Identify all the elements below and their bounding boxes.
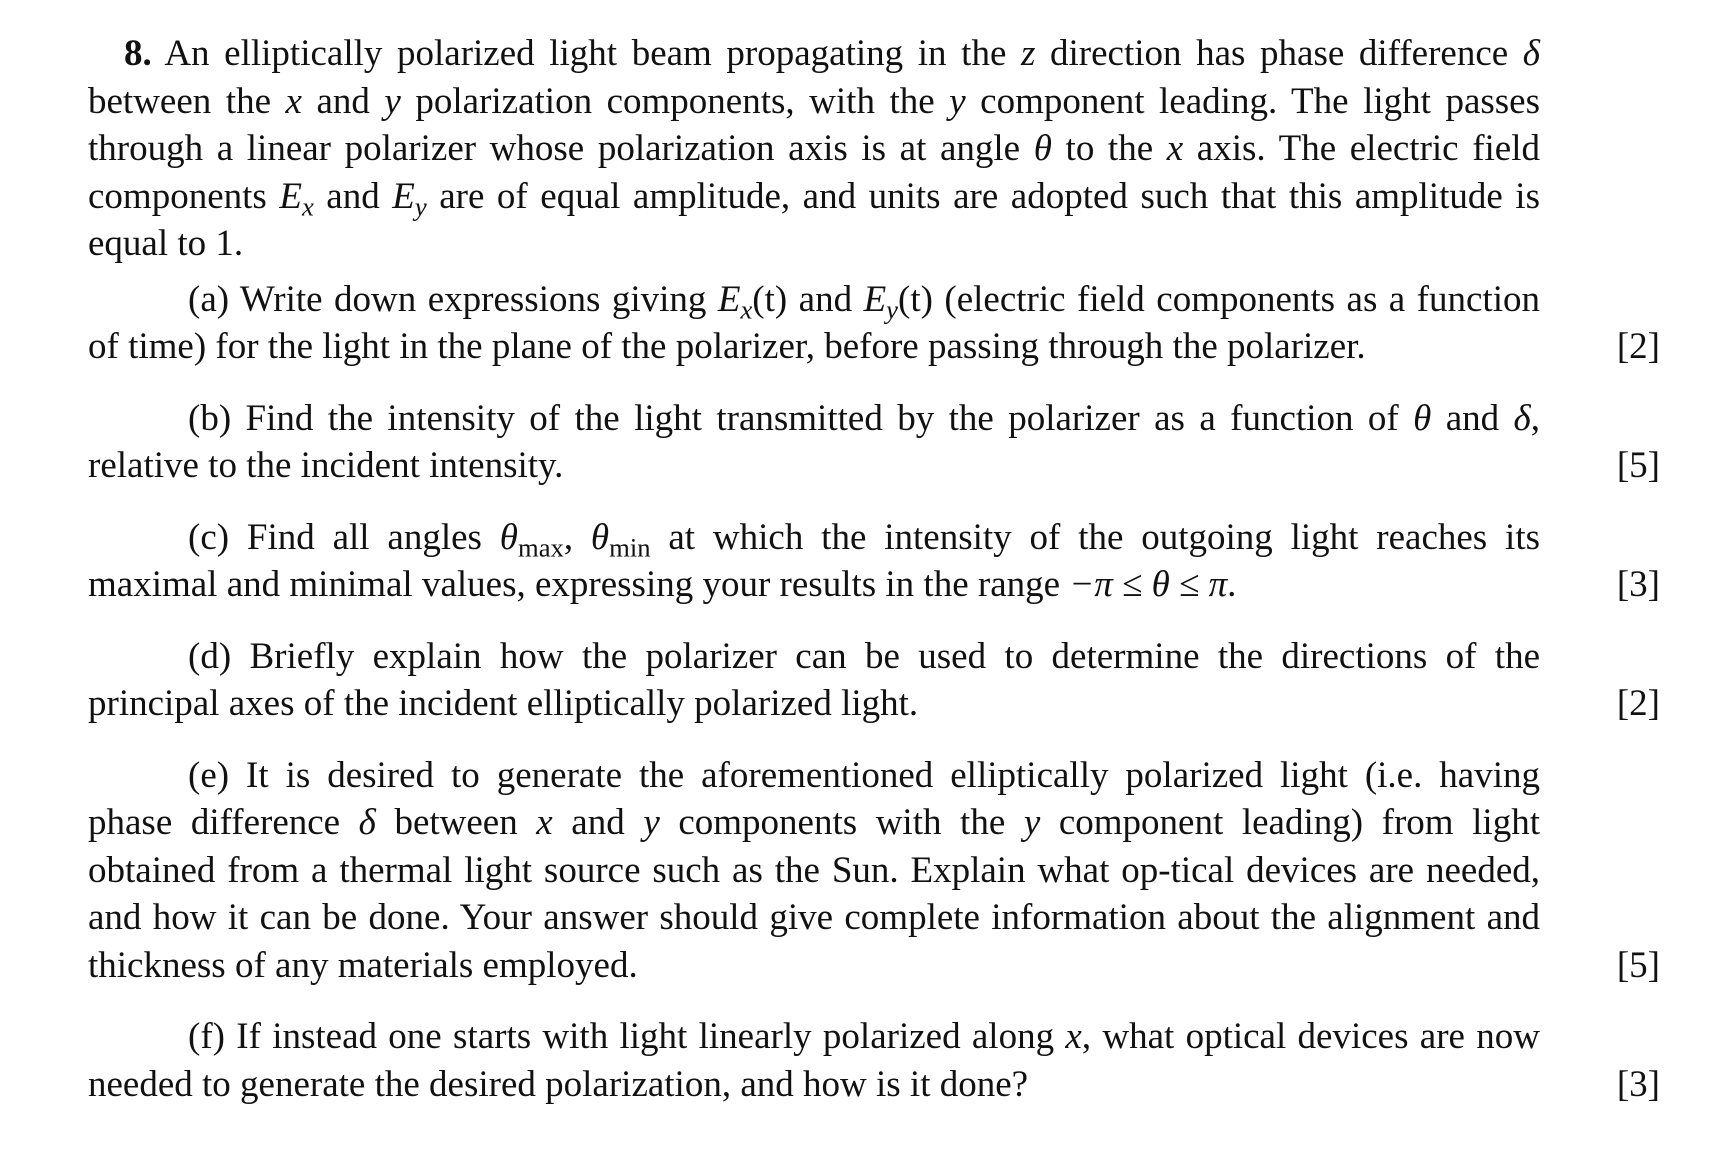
part-text: (c) Find all angles [188,516,500,558]
part-text: and [1431,397,1514,439]
part-text: at which the intensity of the outgoing light reaches its maximal and minimal values, expressing your results in the range [88,516,1540,605]
var-x: x [1065,1016,1082,1057]
var-delta: δ [1513,397,1531,439]
var-x: x [536,802,553,843]
part-a-text [88,276,1540,371]
part-e-text [88,752,1540,990]
var-theta: θ [499,516,518,558]
var-theta: θ [590,516,610,558]
subscript-min: min [609,531,651,562]
var-E: E [863,278,887,320]
subscript-y: y [886,293,898,324]
part-text: and [552,802,644,843]
question-intro [88,30,1540,268]
marks-badge: [5] [1616,445,1660,486]
intro-text: axis. The electric field components [88,128,1541,217]
var-y: y [949,80,966,122]
intro-text: polarization components, with the [400,80,950,122]
part-text: , what optical devices are now needed to generate the desired polarization, and how is it done? [88,1016,1540,1105]
marks-badge: [2] [1616,326,1660,367]
part-c-text [88,514,1540,609]
part-e [88,752,1660,990]
part-text: , relative to the incident intensity. [88,397,1540,486]
var-y: y [384,80,401,122]
question-number: 8. [124,33,152,74]
part-c [88,514,1660,609]
marks-badge: [2] [1616,683,1660,724]
part-d-text [88,633,1540,728]
part-text: (t) and [752,278,864,320]
marks-badge: [3] [1616,564,1660,605]
question-8 [88,30,1660,1108]
marks-badge: [5] [1616,944,1660,986]
part-b [88,395,1660,490]
part-text: (f) If instead one starts with light linearly polarized along [188,1016,1066,1057]
part-text: (d) Briefly explain how the polarizer can be used to determine the directions of the principal axes of the incident elliptically polarized light. [88,635,1540,724]
var-theta: θ [1033,128,1052,169]
part-f-text [88,1013,1540,1108]
part-text: (t) (electric field components as a function of time) for the light in the plane of the polarizer, before passing through the polarizer. [88,278,1540,367]
var-E: E [392,175,415,217]
part-text: , [563,516,591,558]
subscript-y: y [414,190,427,221]
var-x: x [1166,128,1184,169]
var-y: y [643,802,660,843]
intro-text: An elliptically polarized light beam propagating in the [151,33,1021,74]
part-b-text [88,395,1540,490]
var-delta: δ [1522,33,1540,74]
intro-text: component leading. The light passes through a linear polarizer whose polarization axis is at angle [88,80,1540,169]
marks-badge: [3] [1616,1063,1660,1105]
part-text: component leading) from light obtained from a thermal light source such as the Sun. Explain what op-tical devices are needed, and how it can be done. Your answer should give complete information about the alignment and thickness of any materials employed. [88,802,1540,986]
var-E: E [279,175,302,217]
var-delta: δ [358,802,376,843]
var-x: x [285,80,302,122]
part-text: components with the [659,802,1024,843]
part-d [88,633,1660,728]
subscript-x: x [740,293,753,324]
intro-text: direction has phase difference [1035,33,1523,74]
part-text: . [1227,564,1237,605]
part-text: between [375,802,537,843]
part-text: (a) Write down expressions giving [188,278,718,320]
part-f [88,1013,1660,1108]
intro-text: between the [88,80,286,122]
intro-text: are of equal amplitude, and units are adopted such that this amplitude is equal to 1. [88,175,1540,264]
var-E: E [717,278,741,320]
part-a [88,276,1660,371]
part-text: (e) It is desired to generate the aforementioned elliptically polarized light (i.e. having phase difference [88,754,1540,843]
part-text: (b) Find the intensity of the light transmitted by the polarizer as a function of [188,397,1414,439]
angle-range: −π ≤ θ ≤ π [1069,564,1228,605]
var-theta: θ [1413,397,1432,439]
subscript-max: max [517,531,564,562]
intro-text: and [313,175,393,217]
var-y: y [1023,802,1041,843]
subscript-x: x [301,190,314,221]
var-z: z [1020,33,1036,74]
intro-text: and [301,80,385,122]
intro-text: to the [1051,128,1167,169]
